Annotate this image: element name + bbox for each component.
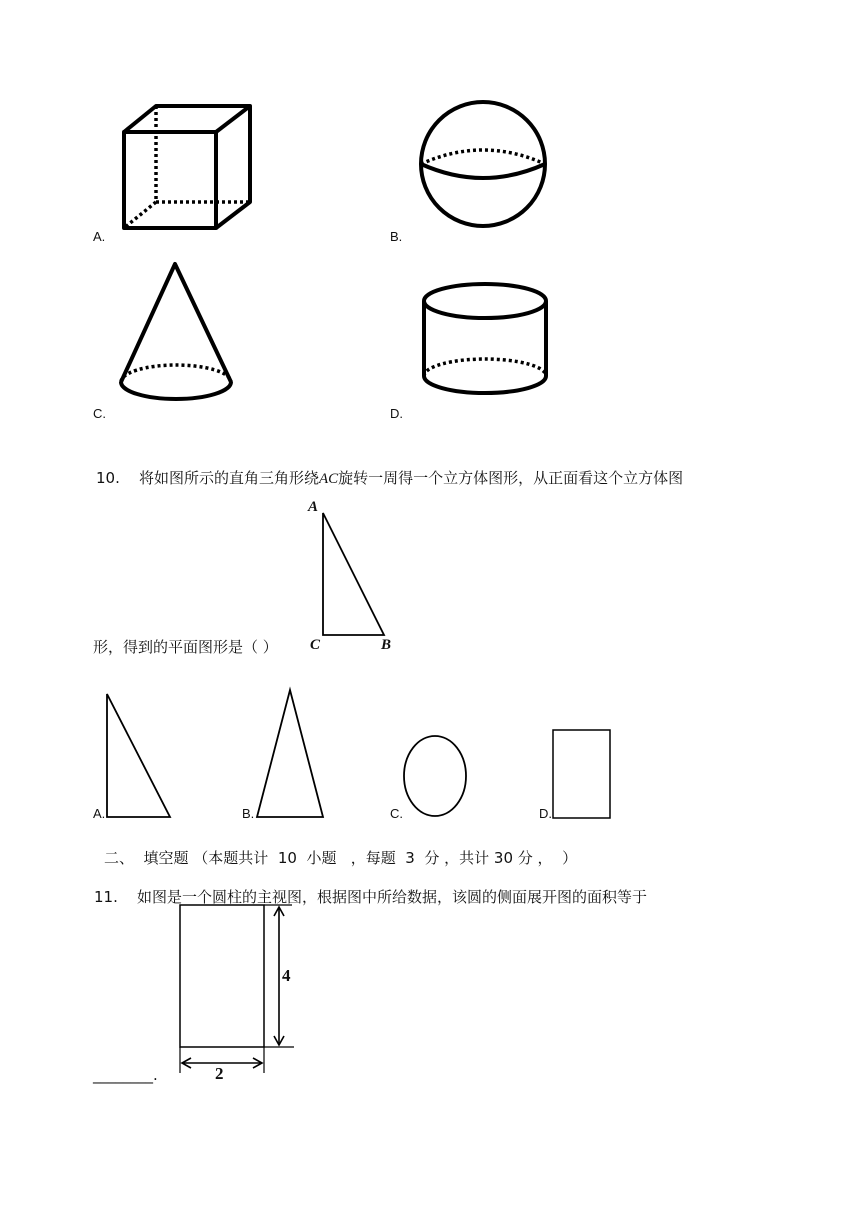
q9-option-b-label[interactable]: B. bbox=[390, 229, 403, 244]
q9-option-a-label[interactable]: A. bbox=[93, 229, 106, 244]
option-c-ellipse bbox=[402, 734, 468, 818]
q10-option-b-label[interactable]: B. bbox=[242, 806, 255, 821]
question-11-answer-blank[interactable]: ________. bbox=[93, 1066, 158, 1084]
question-11-number: 11. bbox=[94, 888, 118, 906]
option-d-rectangle bbox=[552, 729, 612, 821]
triangle-vertex-a: A bbox=[308, 499, 319, 515]
option-a-right-triangle bbox=[106, 693, 172, 819]
cylinder-front-view-figure bbox=[176, 903, 296, 1078]
question-10-text-after: 旋转一周得一个立方体图形，从正面看这个立方体图 bbox=[338, 469, 684, 487]
question-10-line-1 bbox=[96, 467, 683, 488]
sphere-figure bbox=[418, 100, 548, 230]
question-10-number: 10. bbox=[96, 469, 120, 487]
question-10-line-2: 形，得到的平面图形是（ ） bbox=[93, 638, 278, 656]
q10-option-d-label[interactable]: D. bbox=[539, 806, 552, 821]
section-2-heading: 二、 填空题 （本题共计 10 小题 ，每题 3 分 ，共计 30 分 ， ） bbox=[104, 849, 578, 867]
height-dimension-label: 4 bbox=[282, 966, 291, 985]
right-triangle-figure bbox=[322, 512, 386, 637]
q10-option-a-label[interactable]: A. bbox=[93, 806, 106, 821]
width-dimension-label: 2 bbox=[215, 1064, 224, 1083]
question-10-math-ac: AC bbox=[318, 471, 339, 487]
q9-option-c-label[interactable]: C. bbox=[93, 406, 106, 421]
question-11-text: 如图是一个圆柱的主视图，根据图中所给数据，该圆的侧面展开图的面积等于 bbox=[136, 888, 647, 906]
triangle-vertex-c: C bbox=[310, 637, 321, 653]
q9-option-d-label[interactable]: D. bbox=[390, 406, 403, 421]
question-10-text-before: 将如图所示的直角三角形绕 bbox=[138, 469, 319, 487]
option-b-isosceles-triangle bbox=[256, 689, 326, 819]
cone-figure bbox=[117, 260, 235, 405]
cube-figure bbox=[118, 100, 258, 235]
triangle-vertex-b: B bbox=[381, 637, 392, 653]
q10-option-c-label[interactable]: C. bbox=[390, 806, 403, 821]
cylinder-figure bbox=[420, 280, 550, 405]
